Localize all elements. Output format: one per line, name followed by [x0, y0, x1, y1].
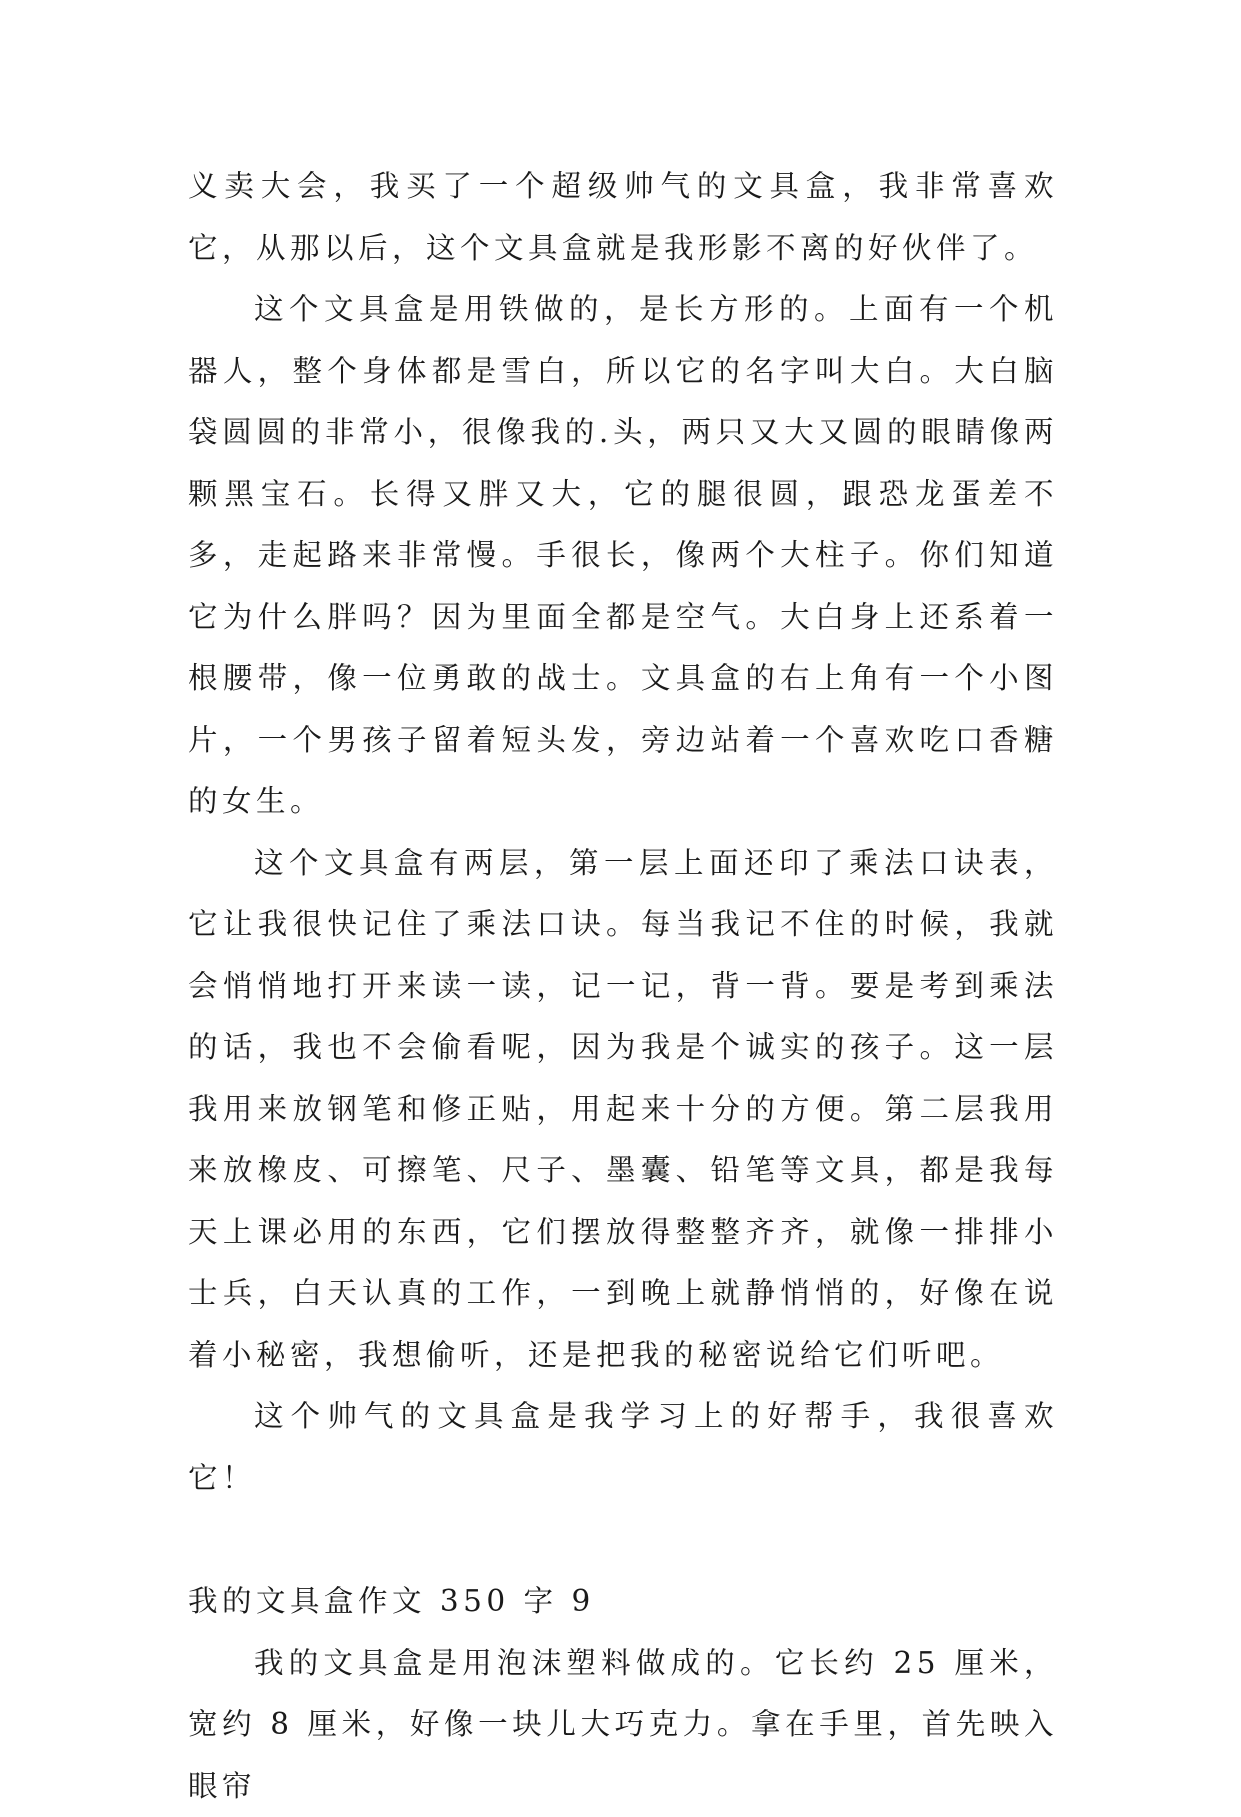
paragraph-continuation: 义卖大会，我买了一个超级帅气的文具盒，我非常喜欢它，从那以后，这个文具盒就是我形影不离的好伙伴了。 [188, 156, 1058, 279]
paragraph-appearance: 这个文具盒是用铁做的，是长方形的。上面有一个机器人，整个身体都是雪白，所以它的名字叫大白。大白脑袋圆圆的非常小，很像我的.头，两只又大又圆的眼睛像两颗黑宝石。长得又胖又大，它的腿很圆，跟恐龙蛋差不多，走起路来非常慢。手很长，像两个大柱子。你们知道它为什么胖吗？因为里面全都是空气。大白身上还系着一根腰带，像一位勇敢的战士。文具盒的右上角有一个小图片，一个男孩子留着短头发，旁边站着一个喜欢吃口香糖的女生。 [188, 279, 1058, 833]
paragraph-closing: 这个帅气的文具盒是我学习上的好帮手，我很喜欢它！ [188, 1386, 1058, 1509]
paragraph-next-essay: 我的文具盒是用泡沫塑料做成的。它长约 25 厘米，宽约 8 厘米，好像一块儿大巧克力。拿在手里，首先映入眼帘 [188, 1633, 1058, 1817]
paragraph-layers: 这个文具盒有两层，第一层上面还印了乘法口诀表，它让我很快记住了乘法口诀。每当我记不住的时候，我就会悄悄地打开来读一读，记一记，背一背。要是考到乘法的话，我也不会偷看呢，因为我是个诚实的孩子。这一层我用来放钢笔和修正贴，用起来十分的方便。第二层我用来放橡皮、可擦笔、尺子、墨囊、铅笔等文具，都是我每天上课必用的东西，它们摆放得整整齐齐，就像一排排小士兵，白天认真的工作，一到晚上就静悄悄的，好像在说着小秘密，我想偷听，还是把我的秘密说给它们听吧。 [188, 833, 1058, 1387]
document-page [188, 156, 1058, 1817]
essay-heading: 我的文具盒作文 350 字 9 [188, 1571, 1058, 1633]
